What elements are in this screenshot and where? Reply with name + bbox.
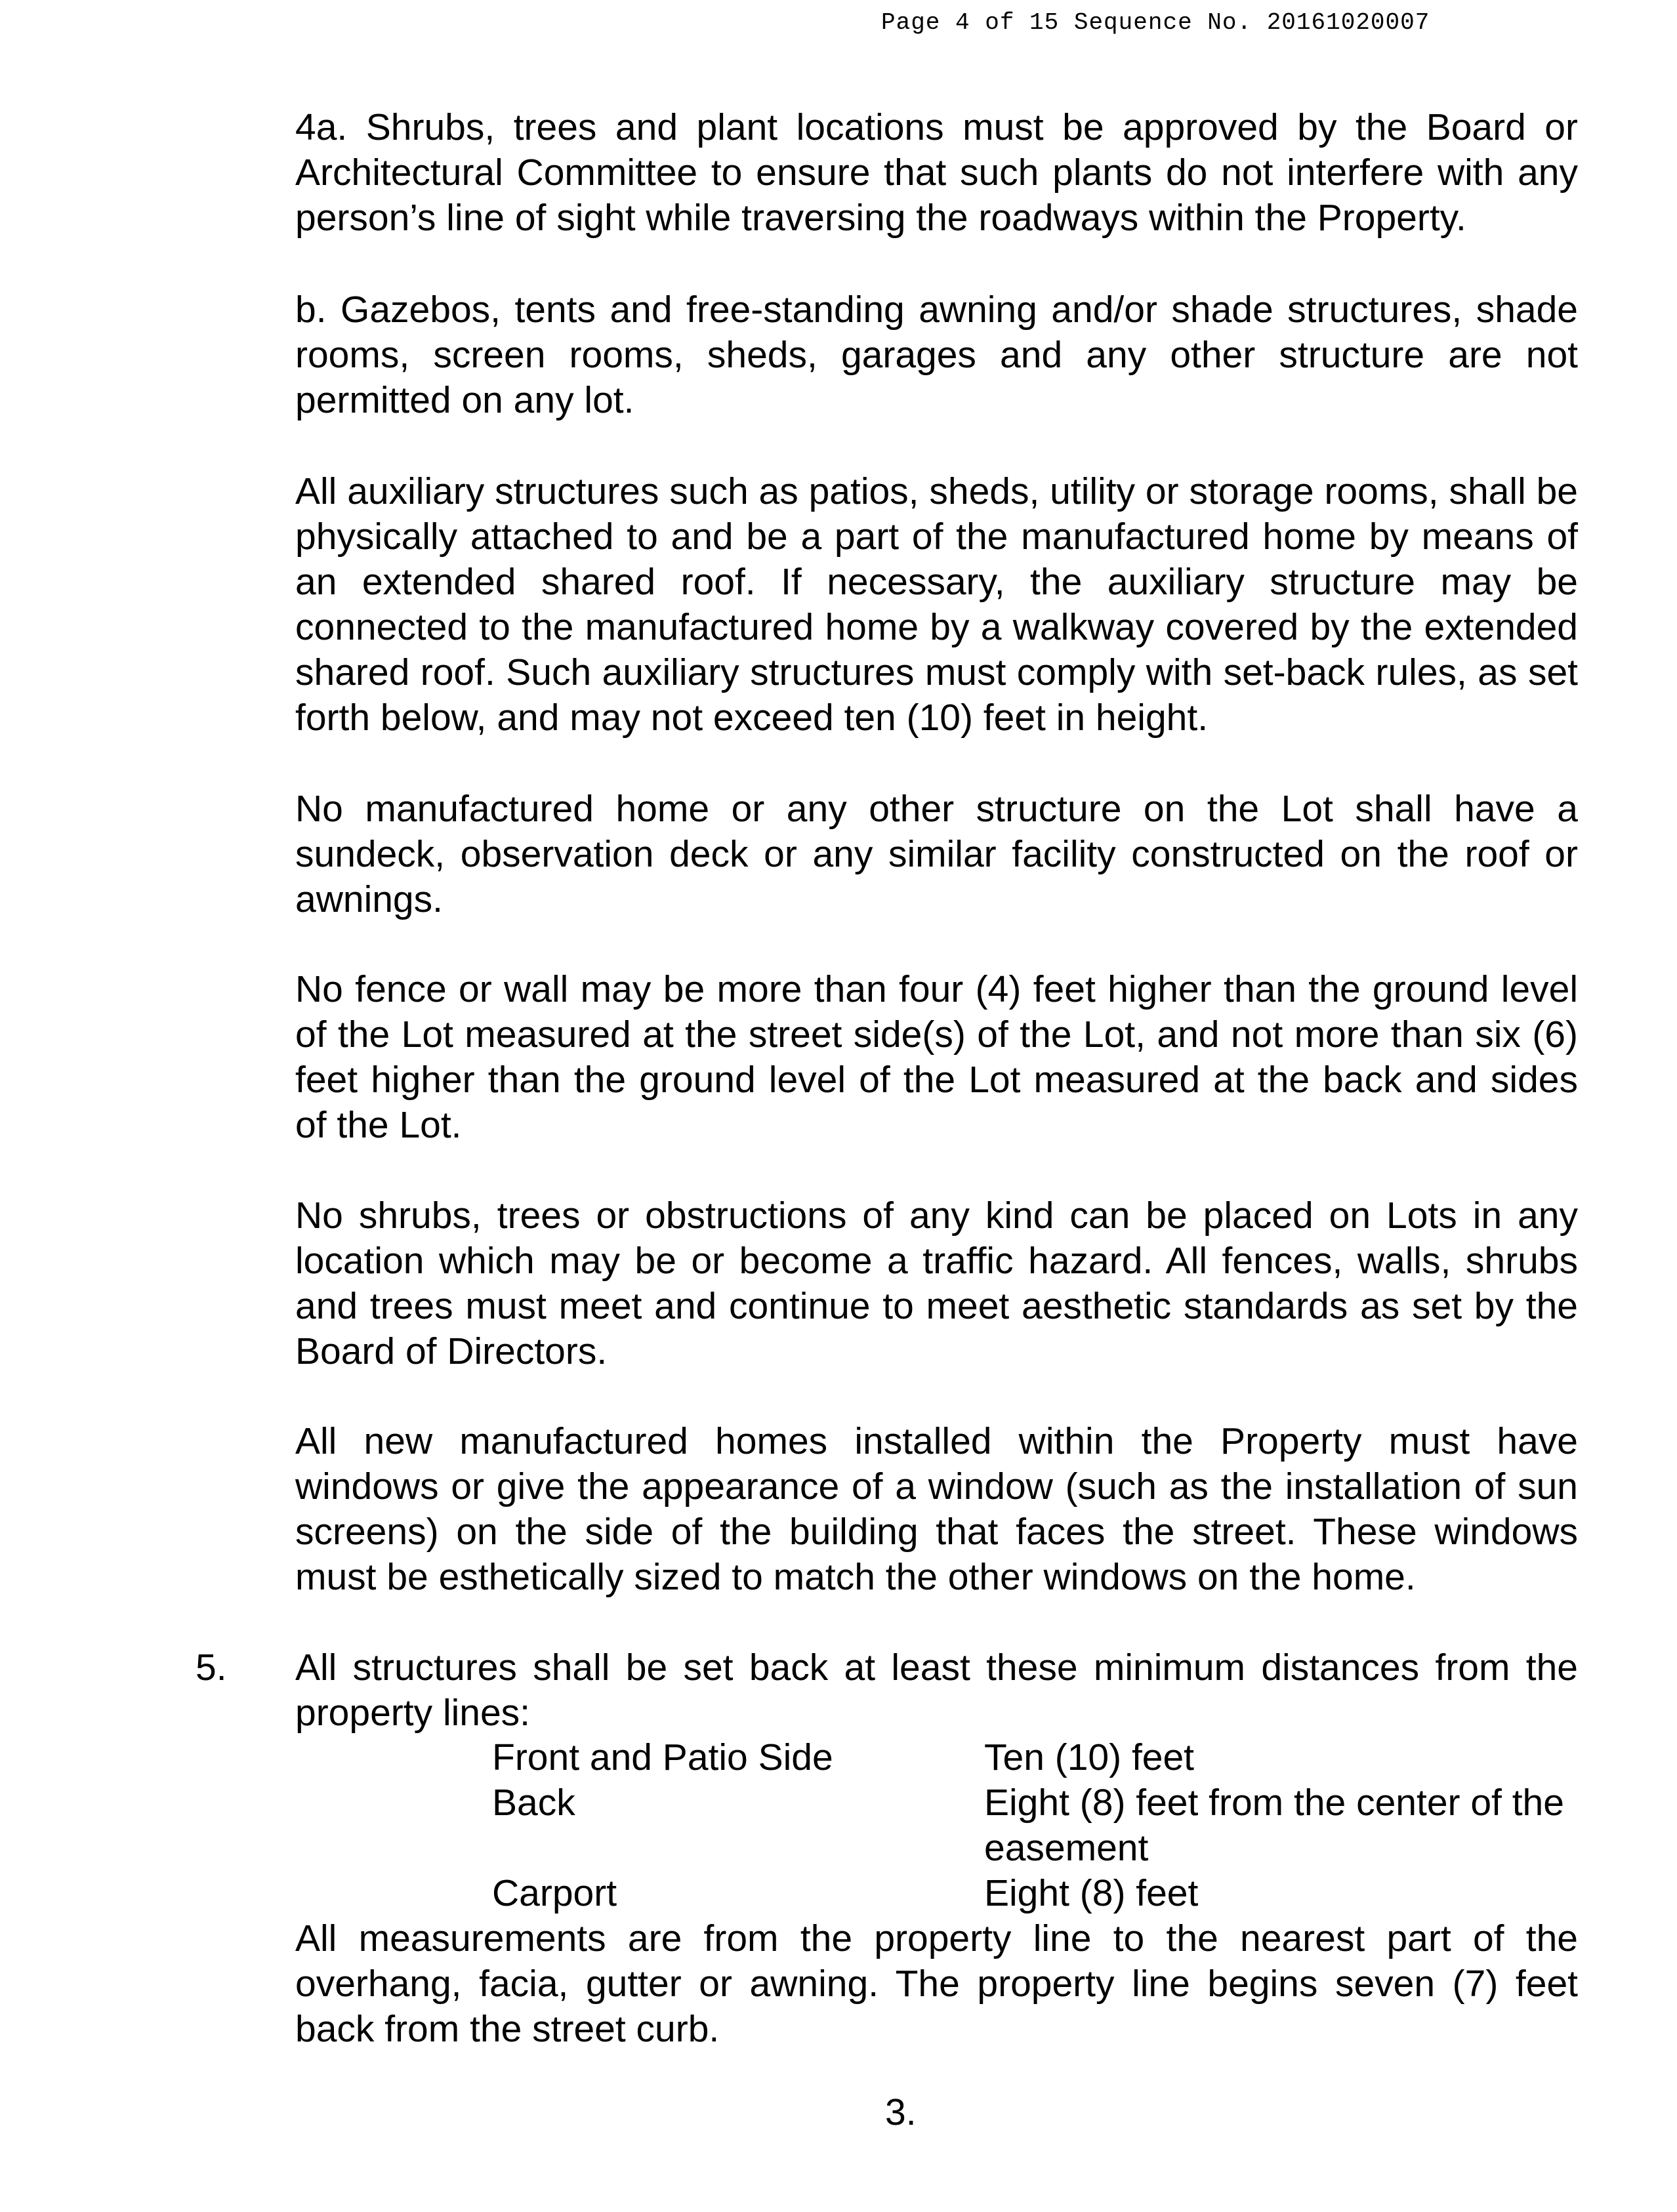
paragraph-4a: 4a. Shrubs, trees and plant locations must be approved by the Board or Architectural Committee to ensure that such plants do not interfere with any person’s line of sight while traversing the roadways within the Property. bbox=[295, 106, 1578, 239]
setback-value-carport: Eight (8) feet bbox=[984, 1872, 1199, 1914]
item-5-number: 5. bbox=[196, 1647, 227, 1689]
paragraph-shrubs: No shrubs, trees or obstructions of any kind can be placed on Lots in any location which may be or become a traffic hazard. All fences, walls, shrubs and trees must meet and continue to meet aesthetic standards as set by the Board of Directors. bbox=[295, 1195, 1578, 1372]
setback-label-back: Back bbox=[492, 1782, 575, 1824]
page-header: Page 4 of 15 Sequence No. 20161020007 bbox=[881, 9, 1430, 36]
item-5-intro: All structures shall be set back at least these minimum distances from the property lines: bbox=[295, 1647, 1578, 1734]
paragraph-windows: All new manufactured homes installed within the Property must have windows or give the appearance of a window (such as the installation of sun screens) on the side of the building that faces the street. These windows must be esthetically sized to match the other windows on the home. bbox=[295, 1420, 1578, 1598]
setback-value-back: Eight (8) feet from the center of the easement bbox=[984, 1782, 1564, 1869]
paragraph-auxiliary-structures: All auxiliary structures such as patios, sheds, utility or storage rooms, shall be physically attached to and be a part of the manufactured home by means of an extended shared roof. If necessary, the auxiliary structure may be connected to the manufactured home by a walkway covered by the extended shared roof. Such auxiliary structures must comply with set-back rules, as set forth below, and may not exceed ten (10) feet in height. bbox=[295, 470, 1578, 739]
paragraph-measurements: All measurements are from the property line to the nearest part of the overhang, facia, gutter or awning. The property line begins seven (7) feet back from the street curb. bbox=[295, 1917, 1578, 2050]
setback-label-front: Front and Patio Side bbox=[492, 1736, 833, 1778]
setback-label-carport: Carport bbox=[492, 1872, 617, 1914]
page-number: 3. bbox=[885, 2091, 917, 2133]
paragraph-sundeck: No manufactured home or any other structure on the Lot shall have a sundeck, observation deck or any similar facility constructed on the roof or awnings. bbox=[295, 788, 1578, 920]
paragraph-fence: No fence or wall may be more than four (4) feet higher than the ground level of the Lot measured at the street side(s) of the Lot, and not more than six (6) feet higher than the ground level of the Lot measured at the back and sides of the Lot. bbox=[295, 968, 1578, 1146]
paragraph-b: b. Gazebos, tents and free-standing awning and/or shade structures, shade rooms, screen rooms, sheds, garages and any other structure are not permitted on any lot. bbox=[295, 289, 1578, 421]
setback-value-front: Ten (10) feet bbox=[984, 1736, 1195, 1778]
